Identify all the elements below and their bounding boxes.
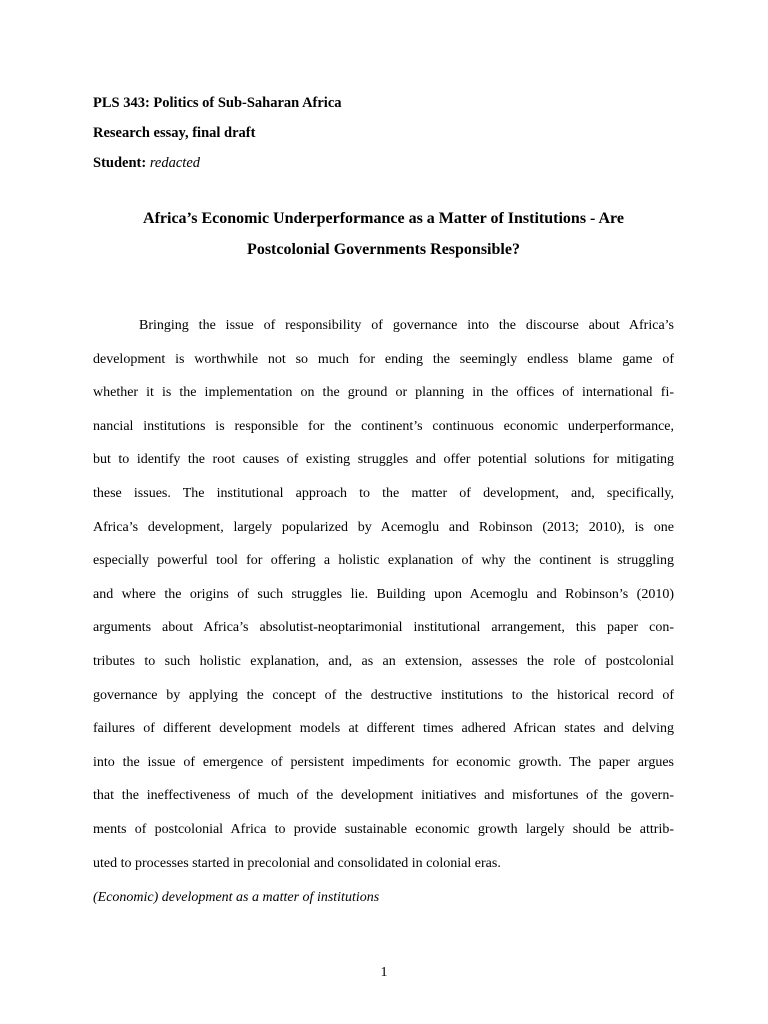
- body-line: nancial institutions is responsible for the continent’s continuous economic underperformance,: [93, 418, 674, 434]
- body-line: into the issue of emergence of persistent impediments for economic growth. The paper argues: [93, 754, 674, 770]
- essay-title-line-1: Africa’s Economic Underperformance as a Matter of Institutions - Are: [143, 210, 624, 227]
- course-title: PLS 343: Politics of Sub-Saharan Africa: [93, 95, 342, 111]
- body-line: Bringing the issue of responsibility of governance into the discourse about Africa’s: [139, 318, 674, 333]
- essay-title-line-2: Postcolonial Governments Responsible?: [247, 241, 520, 258]
- body-line: governance by applying the concept of the destructive institutions to the historical record of: [93, 687, 674, 703]
- student-line: [93, 148, 683, 178]
- body-line: uted to processes started in precolonial and consolidated in colonial eras.: [93, 855, 501, 871]
- body-line: that the ineffectiveness of much of the development initiatives and misfortunes of the govern-: [93, 788, 674, 804]
- section-subheading: (Economic) development as a matter of institutions: [93, 890, 380, 905]
- student-label: Student:: [93, 155, 147, 171]
- body-line: and where the origins of such struggles lie. Building upon Acemoglu and Robinson’s (2010): [93, 586, 674, 602]
- essay-header: [93, 88, 683, 178]
- essay-title: [93, 203, 674, 265]
- student-value: redacted: [149, 155, 201, 171]
- body-line: but to identify the root causes of existing struggles and offer potential solutions for mitigating: [93, 452, 674, 468]
- body-paragraph: [93, 309, 674, 880]
- body-line: especially powerful tool for offering a holistic explanation of why the continent is struggling: [93, 553, 674, 569]
- body-line: tributes to such holistic explanation, and, as an extension, assesses the role of postcolonial: [93, 653, 674, 669]
- page-number: 1: [380, 965, 388, 980]
- body-line: development is worthwhile not so much for ending the seemingly endless blame game of: [93, 351, 674, 367]
- body-line: these issues. The institutional approach to the matter of development, and, specifically,: [93, 485, 674, 501]
- body-line: Africa’s development, largely popularized by Acemoglu and Robinson (2013; 2010), is one: [93, 519, 674, 535]
- body-line: whether it is the implementation on the ground or planning in the offices of international fi-: [93, 385, 674, 401]
- essay-type: Research essay, final draft: [93, 125, 256, 141]
- body-line: ments of postcolonial Africa to provide sustainable economic growth largely should be attrib-: [93, 821, 674, 837]
- body-line: failures of different development models at different times adhered African states and delving: [93, 721, 674, 737]
- body-line: arguments about Africa’s absolutist-neoptarimonial institutional arrangement, this paper con-: [93, 620, 674, 636]
